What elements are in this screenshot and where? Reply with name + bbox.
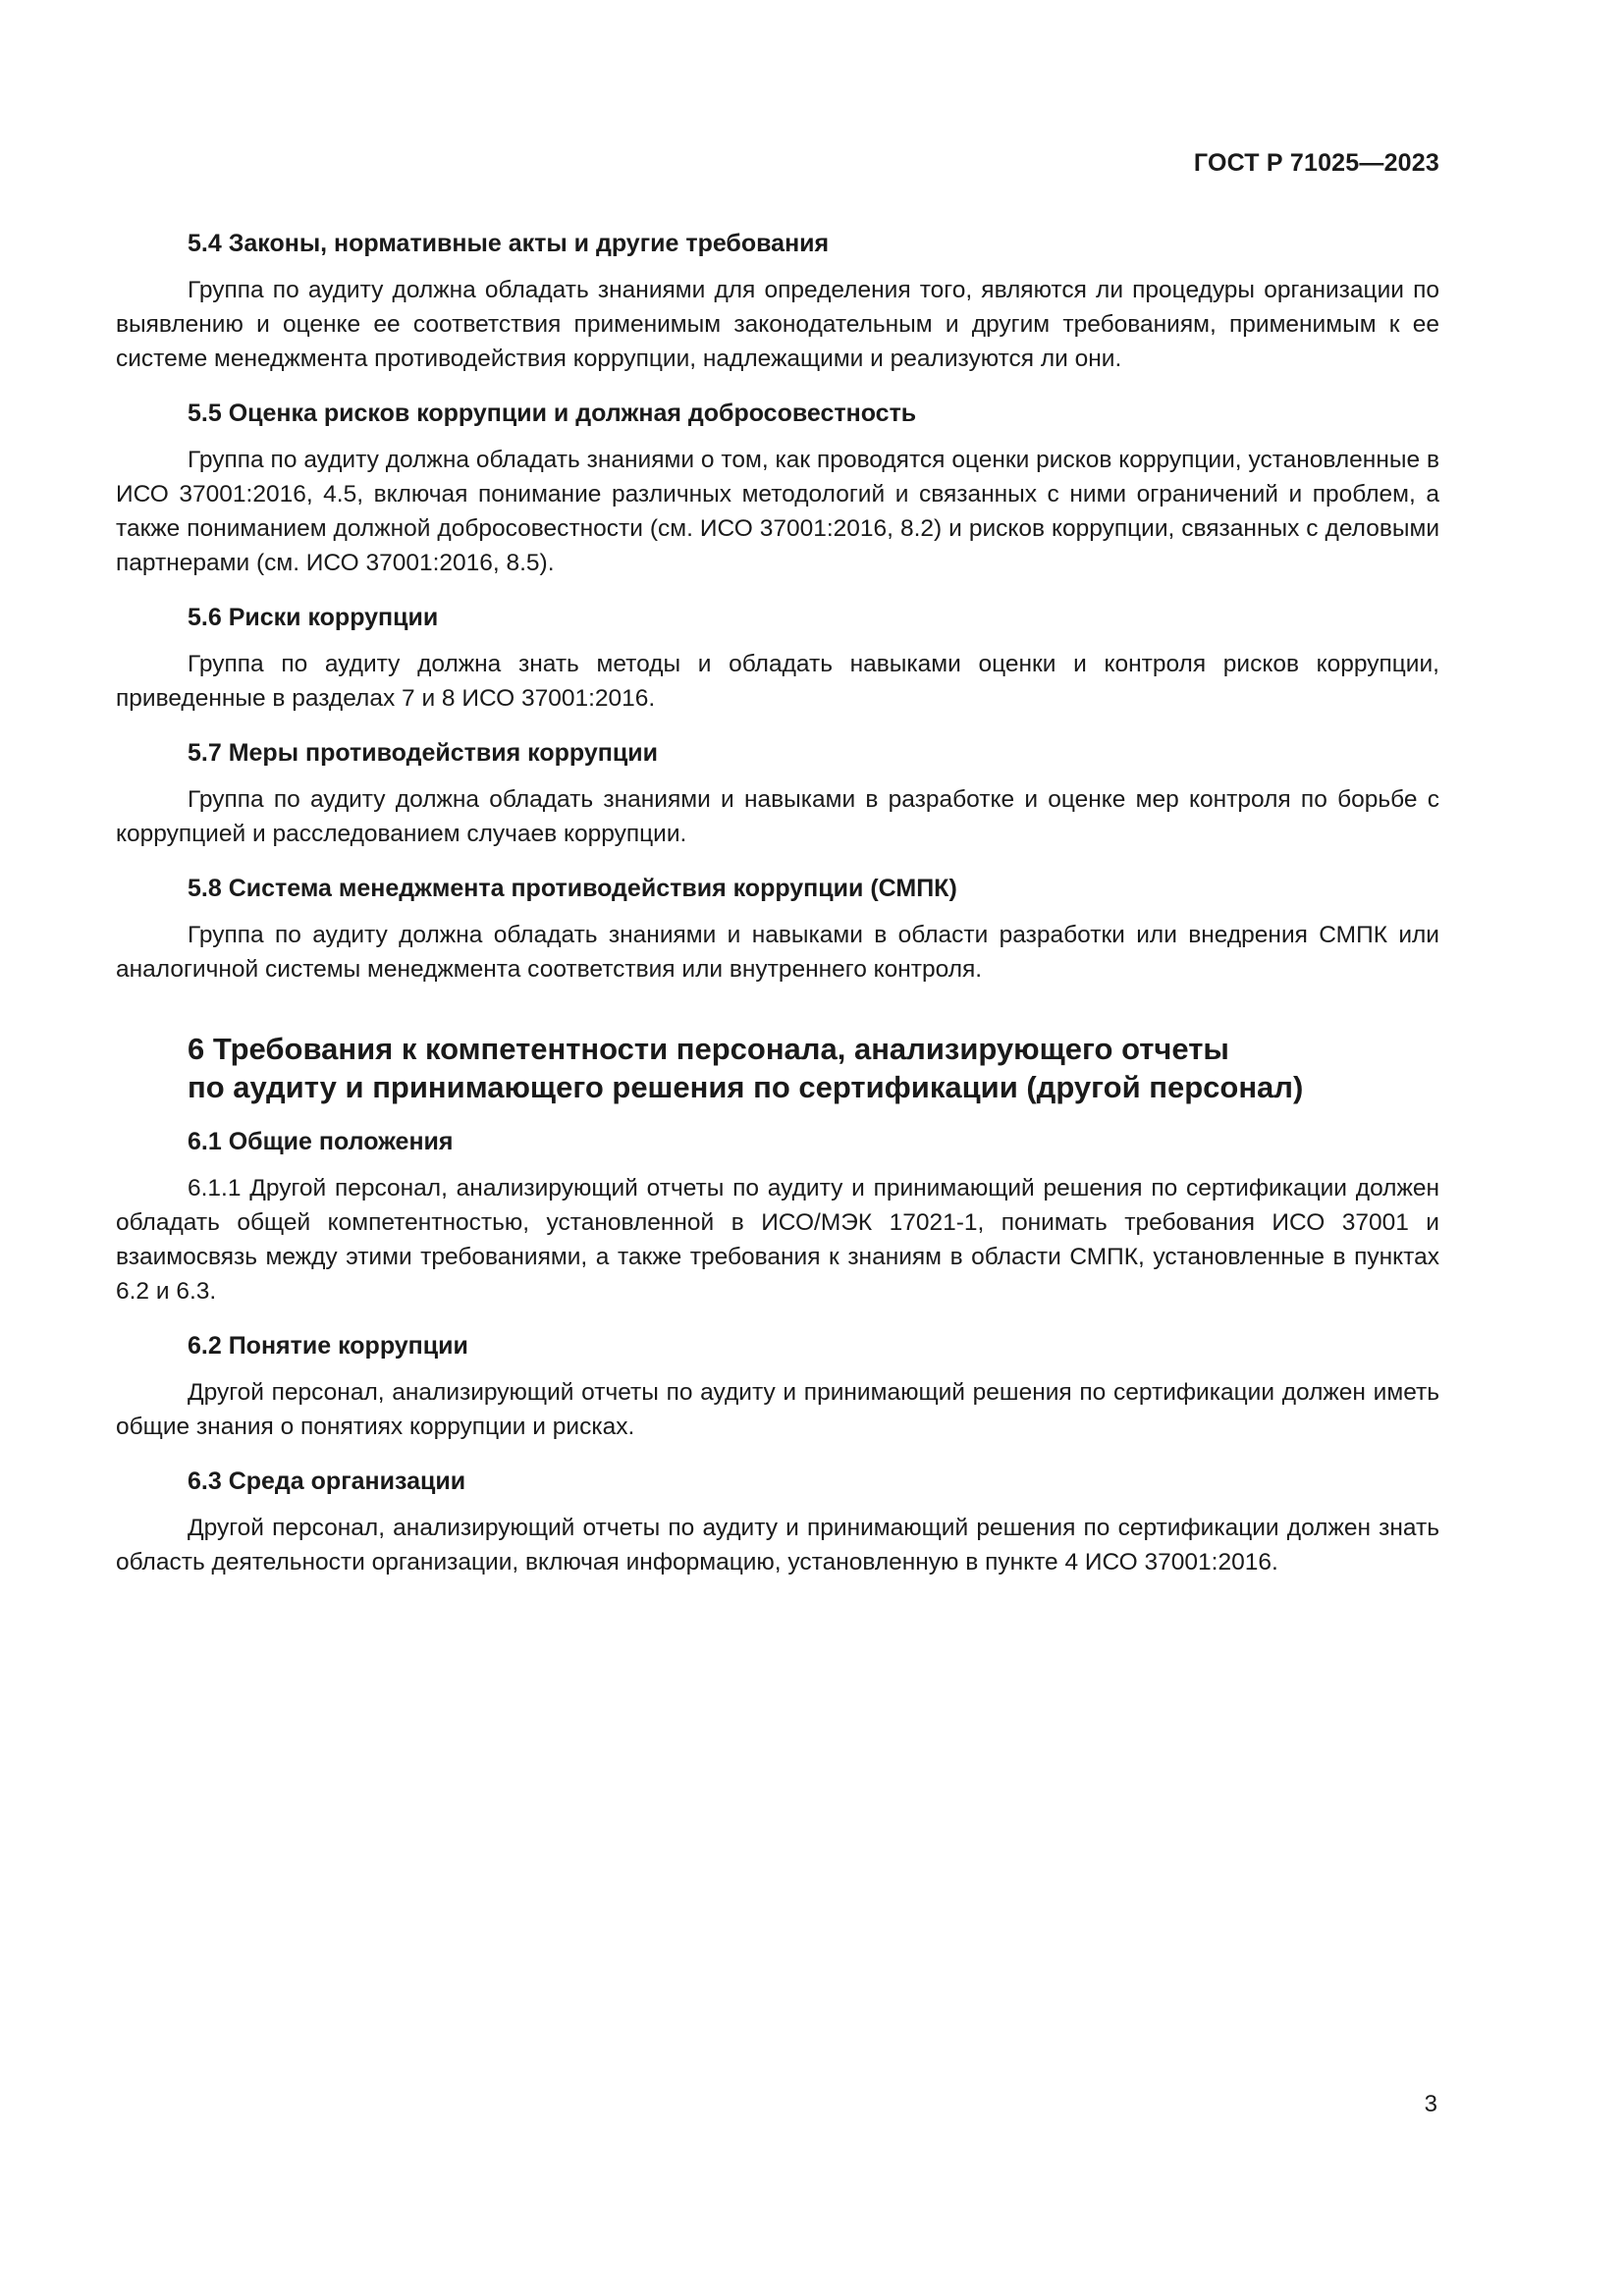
section-6-2	[116, 1330, 1439, 1444]
section-6-1	[116, 1126, 1439, 1308]
section-heading: 6.3 Среда организации	[188, 1468, 466, 1495]
section-text: 6.1.1 Другой персонал, анализирующий отчеты по аудиту и принимающий решения по сертификации должен обладать общей компетентностью, установленной в ИСО/МЭК 17021-1, понимать требования ИСО 37001 и взаимосвязь между этими требованиями, а также требования к знаниям в области СМПК, установленные в пунктах 6.2 и 6.3.	[116, 1175, 1439, 1305]
section-heading: 5.6 Риски коррупции	[188, 604, 439, 631]
chapter-6-heading	[116, 1030, 1439, 1106]
section-5-6	[116, 602, 1439, 716]
section-heading: 5.5 Оценка рисков коррупции и должная добросовестность	[188, 400, 917, 427]
section-heading: 5.7 Меры противодействия коррупции	[188, 739, 658, 767]
section-heading: 5.8 Система менеджмента противодействия коррупции (СМПК)	[188, 875, 957, 902]
section-5-4	[116, 228, 1439, 376]
document-id: ГОСТ Р 71025—2023	[1193, 149, 1439, 177]
section-5-5	[116, 398, 1439, 580]
section-text: Группа по аудиту должна знать методы и обладать навыками оценки и контроля рисков коррупции, приведенные в разделах 7 и 8 ИСО 37001:2016.	[116, 651, 1439, 712]
section-text: Группа по аудиту должна обладать знаниями и навыками в разработке и оценке мер контроля по борьбе с коррупцией и расследованием случаев коррупции.	[116, 786, 1439, 847]
chapter-heading-line: 6 Требования к компетентности персонала, анализирующего отчеты	[188, 1032, 1229, 1066]
section-text: Другой персонал, анализирующий отчеты по аудиту и принимающий решения по сертификации должен знать область деятельности организации, включая информацию, установленную в пункте 4 ИСО 37001:2016.	[116, 1515, 1439, 1575]
document-body	[116, 228, 1439, 1601]
section-text: Группа по аудиту должна обладать знаниями о том, как проводятся оценки рисков коррупции, установленные в ИСО 37001:2016, 4.5, включая понимание различных методологий и связанных с ними ограничений и проблем, а также пониманием должной добросовестности (см. ИСО 37001:2016, 8.2) и рисков коррупции, связанных с деловыми партнерами (см. ИСО 37001:2016, 8.5).	[116, 447, 1439, 576]
chapter-heading-line: по аудиту и принимающего решения по сертификации (другой персонал)	[188, 1070, 1304, 1104]
section-heading: 6.1 Общие положения	[188, 1128, 454, 1155]
page-number: 3	[1424, 2091, 1437, 2117]
section-text: Другой персонал, анализирующий отчеты по аудиту и принимающий решения по сертификации должен иметь общие знания о понятиях коррупции и рисках.	[116, 1379, 1439, 1440]
section-text: Группа по аудиту должна обладать знаниями и навыками в области разработки или внедрения СМПК или аналогичной системы менеджмента соответствия или внутреннего контроля.	[116, 922, 1439, 983]
section-6-3	[116, 1466, 1439, 1579]
section-text: Группа по аудиту должна обладать знаниями для определения того, являются ли процедуры организации по выявлению и оценке ее соответствия применимым законодательным и другим требованиям, применимым к ее системе менеджмента противодействия коррупции, надлежащими и реализуются ли они.	[116, 277, 1439, 372]
section-5-8	[116, 873, 1439, 987]
section-heading: 5.4 Законы, нормативные акты и другие требования	[188, 230, 830, 257]
section-5-7	[116, 737, 1439, 851]
section-heading: 6.2 Понятие коррупции	[188, 1332, 468, 1360]
